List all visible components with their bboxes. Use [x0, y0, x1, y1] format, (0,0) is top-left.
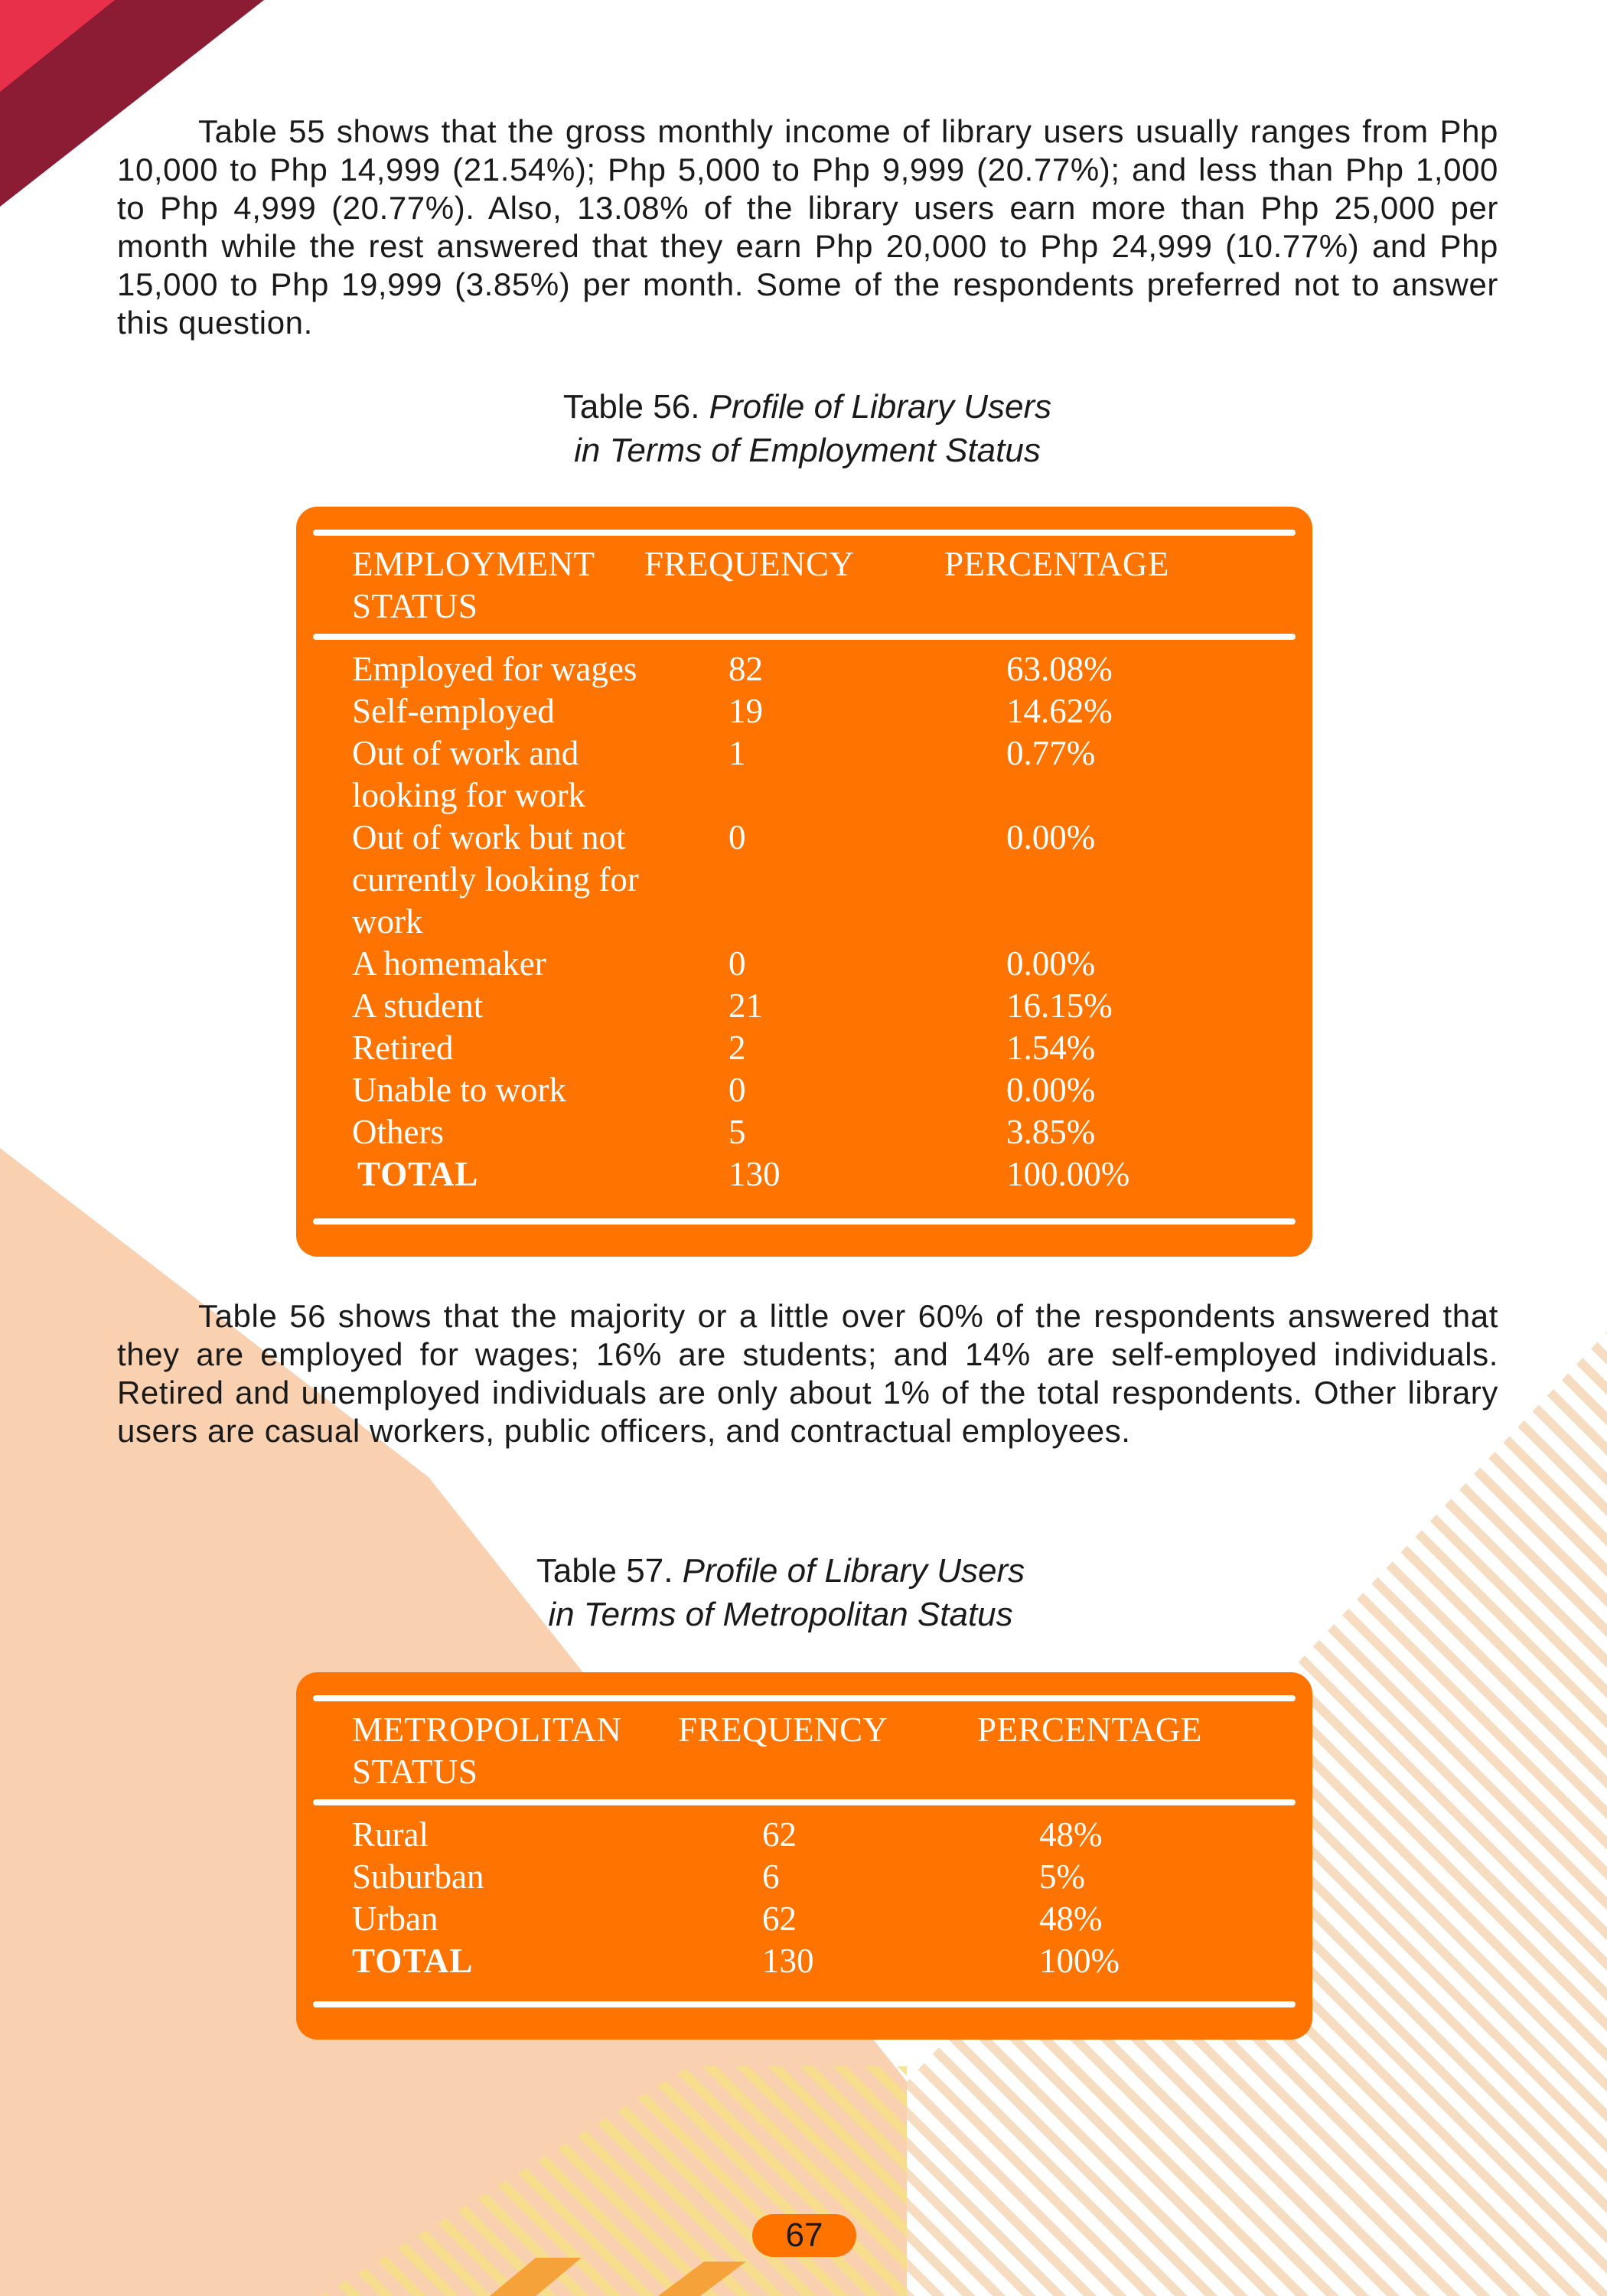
employment-status-table	[296, 507, 1312, 1257]
row-label: Urban	[352, 1900, 438, 1938]
total-label: TOTAL	[352, 1942, 474, 1980]
row-label: Out of work but not	[352, 818, 626, 856]
row-label: Out of work and	[352, 734, 579, 772]
header-metropolitan-status-line2: STATUS	[352, 1753, 478, 1791]
row-frequency: 5	[729, 1113, 746, 1151]
caption-line-2: in Terms of Employment Status	[574, 432, 1041, 469]
total-percentage: 100.00%	[1006, 1155, 1130, 1193]
header-employment-status-line1: EMPLOYMENT	[352, 545, 595, 583]
caption-line-2: in Terms of Metropolitan Status	[548, 1596, 1013, 1633]
row-percentage: 1.54%	[1006, 1029, 1096, 1067]
paragraph-income-summary: Table 55 shows that the gross monthly income of library users usually ranges from Php 10,000 to Php 14,999 (21.54%); Php 5,000 to Php 9,999 (20.77%); and less than Php 1,000 to Php 4,999 (20.77%). Also, 13.08% of the library users earn more than Php 25,000 per month while the rest answered that they earn Php 20,000 to Php 24,999 (10.77%) and Php 15,000 to Php 19,999 (3.85%) per month. Some of the respondents preferred not to answer this question.	[117, 113, 1498, 341]
row-label-continued: looking for work	[352, 776, 585, 814]
row-label: Self-employed	[352, 692, 555, 730]
total-percentage: 100%	[1039, 1942, 1120, 1980]
header-employment-status-line2: STATUS	[352, 587, 478, 625]
caption-prefix: Table 57.	[536, 1552, 683, 1590]
row-percentage: 63.08%	[1006, 650, 1113, 688]
header-percentage: PERCENTAGE	[944, 545, 1169, 583]
row-frequency: 6	[762, 1857, 780, 1896]
row-frequency: 19	[729, 692, 763, 730]
table-rule-bottom	[313, 2001, 1296, 2007]
row-frequency: 0	[729, 818, 746, 856]
table-rule-top	[313, 530, 1296, 536]
row-percentage: 48%	[1039, 1900, 1103, 1938]
table-56-caption	[0, 385, 1607, 472]
row-label: Retired	[352, 1029, 454, 1067]
row-label-continued: currently looking for	[352, 860, 639, 899]
header-metropolitan-status-line1: METROPOLITAN	[352, 1711, 622, 1749]
row-label: Rural	[352, 1815, 429, 1854]
row-frequency: 0	[729, 944, 746, 983]
row-frequency: 0	[729, 1071, 746, 1109]
caption-prefix: Table 56.	[562, 388, 709, 426]
caption-line-1	[4, 385, 1607, 429]
row-frequency: 62	[762, 1815, 797, 1854]
header-frequency: FREQUENCY	[678, 1711, 888, 1749]
caption-title: Profile of Library Users	[682, 1552, 1025, 1590]
row-frequency: 21	[729, 987, 763, 1025]
row-label: Unable to work	[352, 1071, 566, 1109]
row-label: Suburban	[352, 1857, 484, 1896]
row-percentage: 5%	[1039, 1857, 1085, 1896]
row-frequency: 2	[729, 1029, 746, 1067]
row-percentage: 14.62%	[1006, 692, 1113, 730]
row-frequency: 62	[762, 1900, 797, 1938]
row-percentage: 0.00%	[1006, 818, 1096, 856]
table-57-caption	[0, 1549, 1607, 1636]
total-label: TOTAL	[357, 1155, 479, 1193]
metropolitan-status-table	[296, 1672, 1312, 2040]
row-percentage: 0.00%	[1006, 1071, 1096, 1109]
header-frequency: FREQUENCY	[644, 545, 855, 583]
row-frequency: 82	[729, 650, 763, 688]
row-label: A homemaker	[352, 944, 546, 983]
page-number: 67	[752, 2214, 856, 2257]
total-frequency: 130	[762, 1942, 814, 1980]
row-label: Employed for wages	[352, 650, 637, 688]
total-frequency: 130	[729, 1155, 781, 1193]
table-rule-header	[313, 634, 1296, 640]
row-percentage: 3.85%	[1006, 1113, 1096, 1151]
row-percentage: 0.77%	[1006, 734, 1096, 772]
table-rule-header	[313, 1799, 1296, 1805]
header-percentage: PERCENTAGE	[977, 1711, 1202, 1749]
table-rule-top	[313, 1695, 1296, 1701]
row-label: A student	[352, 987, 484, 1025]
row-label-continued: work	[352, 902, 423, 941]
caption-line-1	[0, 1549, 1584, 1593]
row-percentage: 0.00%	[1006, 944, 1096, 983]
row-percentage: 16.15%	[1006, 987, 1113, 1025]
caption-title: Profile of Library Users	[709, 388, 1052, 426]
table-rule-bottom	[313, 1218, 1296, 1225]
row-percentage: 48%	[1039, 1815, 1103, 1854]
row-label: Others	[352, 1113, 444, 1151]
row-frequency: 1	[729, 734, 746, 772]
paragraph-employment-summary: Table 56 shows that the majority or a little over 60% of the respondents answered that they are employed for wages; 16% are students; and 14% are self-employed individuals. Retired and unemployed individuals are only about 1% of the total respondents. Other library users are casual workers, public officers, and contractual employees.	[117, 1298, 1498, 1449]
